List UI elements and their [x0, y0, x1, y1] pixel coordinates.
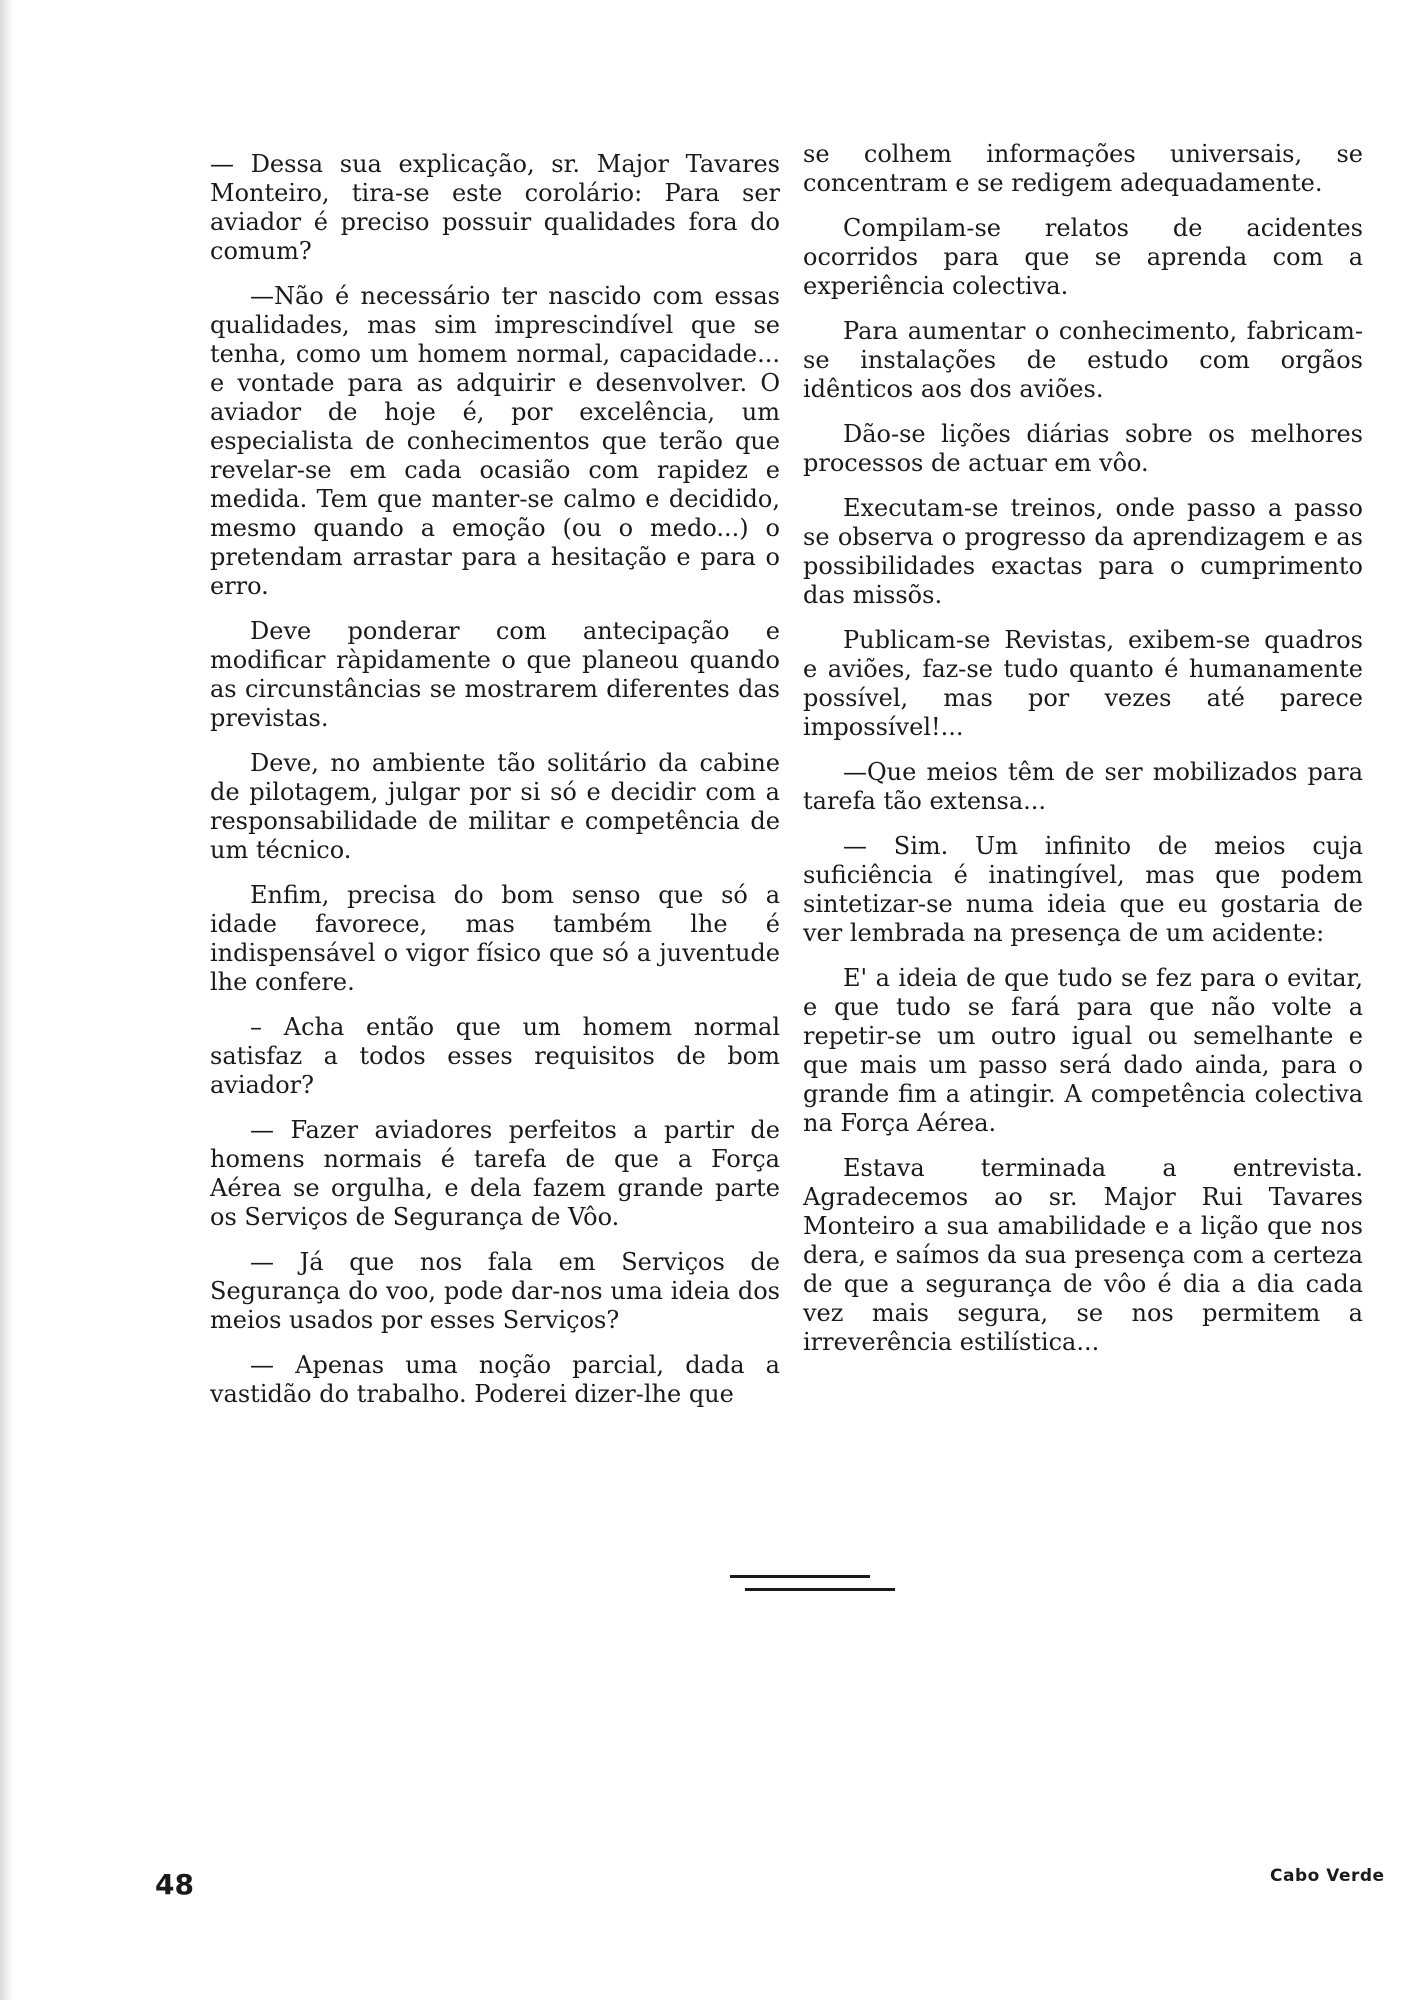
left-text-column	[210, 150, 780, 1425]
end-rule-upper	[730, 1575, 870, 1578]
paragraph: Deve ponderar com antecipação e modificar ràpidamente o que planeou quando as circunstâncias se mostrarem diferentes das previstas.	[210, 617, 780, 732]
paragraph: Executam-se treinos, onde passo a passo se observa o progresso da aprendizagem e as possibilidades exactas para o cumprimento das missõs.	[803, 494, 1363, 609]
paragraph: — Fazer aviadores perfeitos a partir de homens normais é tarefa de que a Força Aérea se orgulha, e dela fazem grande parte os Serviços de Segurança de Vôo.	[210, 1116, 780, 1231]
paragraph: se colhem informações universais, se concentram e se redigem adequadamente.	[803, 140, 1363, 197]
paragraph: Compilam-se relatos de acidentes ocorridos para que se aprenda com a experiência colectiva.	[803, 214, 1363, 300]
paragraph: Enfim, precisa do bom senso que só a idade favorece, mas também lhe é indispensável o vigor físico que só a juventude lhe confere.	[210, 881, 780, 996]
paragraph: — Sim. Um infinito de meios cuja suficiência é inatingível, mas que podem sintetizar-se numa ideia que eu gostaria de ver lembrada na presença de um acidente:	[803, 832, 1363, 947]
paragraph: Dão-se lições diárias sobre os melhores processos de actuar em vôo.	[803, 420, 1363, 477]
scan-edge-shadow	[0, 0, 14, 2000]
right-text-column	[803, 140, 1363, 1373]
paragraph: — Dessa sua explicação, sr. Major Tavares Monteiro, tira-se este corolário: Para ser aviador é preciso possuir qualidades fora do comum?	[210, 150, 780, 265]
publication-name: Cabo Verde	[1270, 1866, 1385, 1886]
paragraph: E' a ideia de que tudo se fez para o evitar, e que tudo se fará para que não volte a repetir-se um outro igual ou semelhante e que mais um passo será dado ainda, para o grande fim a atingir. A competência colectiva na Força Aérea.	[803, 964, 1363, 1137]
paragraph: Para aumentar o conhecimento, fabricam-se instalações de estudo com orgãos idênticos aos dos aviões.	[803, 317, 1363, 403]
paragraph: — Apenas uma noção parcial, dada a vastidão do trabalho. Poderei dizer-lhe que	[210, 1351, 780, 1408]
paragraph: – Acha então que um homem normal satisfaz a todos esses requisitos de bom aviador?	[210, 1013, 780, 1099]
paragraph: —Não é necessário ter nascido com essas qualidades, mas sim imprescindível que se tenha, como um homem normal, capacidade... e vontade para as adquirir e desenvolver. O aviador de hoje é, por excelência, um especialista de conhecimentos que terão que revelar-se em cada ocasião com rapidez e medida. Tem que manter-se calmo e decidido, mesmo quando a emoção (ou o medo...) o pretendam arrastar para a hesitação e para o erro.	[210, 282, 780, 600]
paragraph: —Que meios têm de ser mobilizados para tarefa tão extensa...	[803, 758, 1363, 815]
page-number: 48	[155, 1868, 194, 1901]
paragraph: Estava terminada a entrevista. Agradecemos ao sr. Major Rui Tavares Monteiro a sua amabilidade e a lição que nos dera, e saímos da sua presença com a certeza de que a segurança de vôo é dia a dia cada vez mais segura, se nos permitem a irreverência estilística...	[803, 1154, 1363, 1356]
paragraph: Deve, no ambiente tão solitário da cabine de pilotagem, julgar por si só e decidir com a responsabilidade de militar e competência de um técnico.	[210, 749, 780, 864]
end-rule-lower	[745, 1588, 895, 1591]
paragraph: Publicam-se Revistas, exibem-se quadros e aviões, faz-se tudo quanto é humanamente possível, mas por vezes até parece impossível!...	[803, 626, 1363, 741]
paragraph: — Já que nos fala em Serviços de Segurança do voo, pode dar-nos uma ideia dos meios usados por esses Serviços?	[210, 1248, 780, 1334]
